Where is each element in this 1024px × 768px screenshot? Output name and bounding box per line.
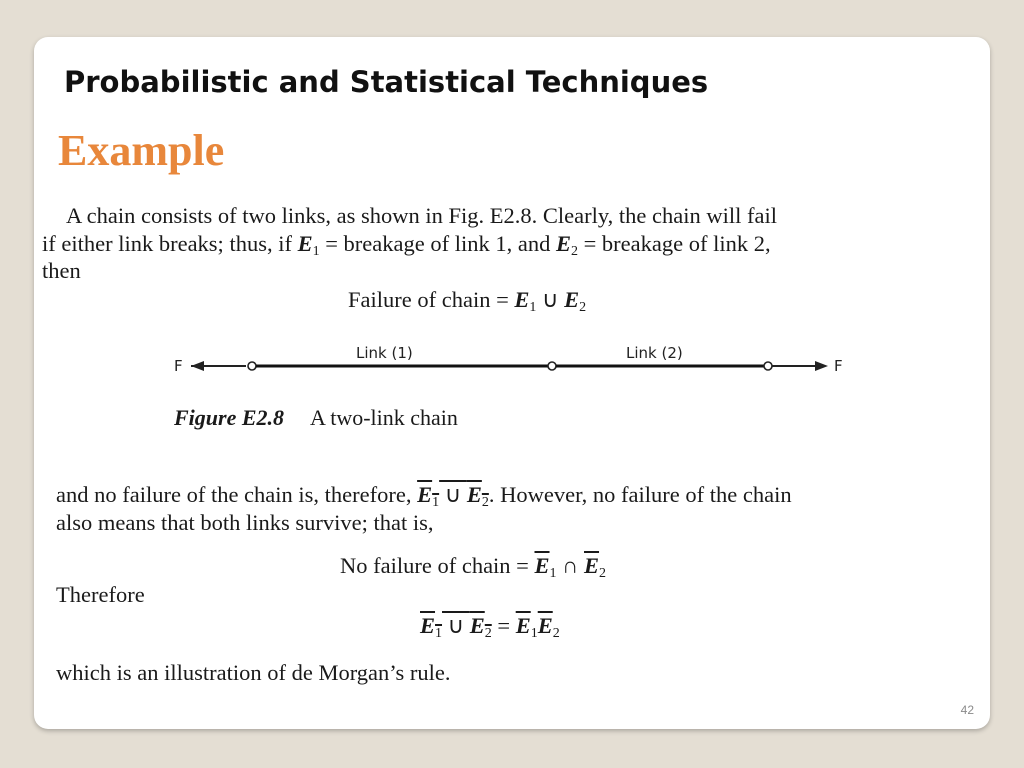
intro-line-3: then xyxy=(42,258,81,283)
two-link-chain-diagram xyxy=(174,342,854,398)
chain-node-right xyxy=(764,362,772,370)
figure-caption-label: Figure E2.8 xyxy=(174,405,285,430)
figure-caption-text: A two-link chain xyxy=(310,405,458,430)
therefore-label: Therefore xyxy=(56,582,145,607)
force-right-label: F xyxy=(834,357,843,375)
slide-subtitle: Example xyxy=(58,126,225,175)
intro-line-1: A chain consists of two links, as shown in Fig. E2.8. Clearly, the chain will fail xyxy=(66,203,777,228)
chain-node-left xyxy=(248,362,256,370)
force-left-label: F xyxy=(174,357,183,375)
slide-title: Probabilistic and Statistical Techniques xyxy=(64,65,709,99)
force-left-arrowhead xyxy=(191,361,204,371)
link-1-label: Link (1) xyxy=(356,344,413,362)
conclusion-text: which is an illustration of de Morgan’s rule. xyxy=(56,660,451,685)
chain-node-middle xyxy=(548,362,556,370)
para-2-line-1: and no failure of the chain is, therefore, E1 ∪ E2. However, no failure of the chain xyxy=(56,482,792,510)
link-2-label: Link (2) xyxy=(626,344,683,362)
intro-line-2: if either link breaks; thus, if E1 = breakage of link 1, and E2 = breakage of link 2, xyxy=(42,231,771,259)
figure-caption xyxy=(174,405,458,431)
de-morgan-equation: E1 ∪ $E2 = \overline{E}1\overline{E}2$ xyxy=(420,613,560,641)
slide xyxy=(34,37,990,729)
failure-equation: Failure of chain = E1 ∪ E2 xyxy=(348,287,587,315)
force-right-arrowhead xyxy=(815,361,828,371)
para-2-line-2: also means that both links survive; that is, xyxy=(56,510,434,535)
no-failure-equation: No failure of chain = $\overline{E}1$ ∩ $\overline{E}2$ xyxy=(340,553,607,581)
page-number: 42 xyxy=(960,703,974,717)
